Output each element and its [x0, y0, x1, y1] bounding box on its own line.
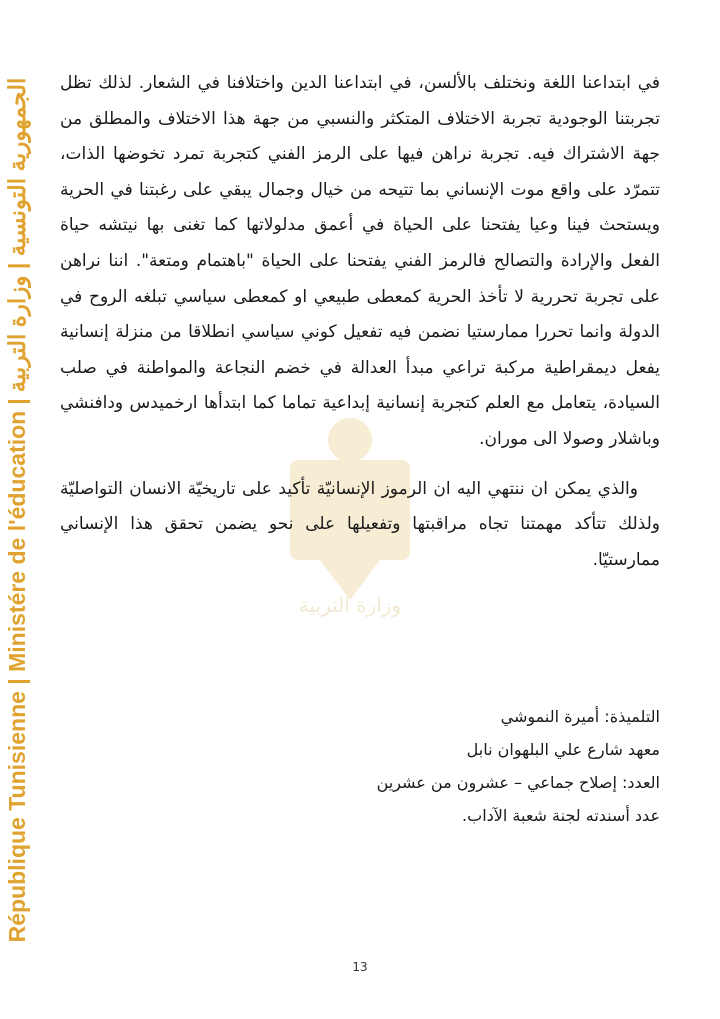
paragraph-1: في ابتداعنا اللغة ونختلف بالألسن، في ابتداعنا الدين واختلافنا في الشعار. لذلك تظل تجربتنا الوجودية تجربة الاختلاف المتكثر والنسبي من جهة هذا الاختلاف والمطلق من جهة الاشتراك فيه. تجربة نراهن فيها على الرمز الفني كتجربة تمرد تخوضها الذات، تتمرّد على واقع موت الإنساني بما تتيحه من خيال وجمال يبقي على رغبتنا في الحرية ويستحث فينا وعيا يفتحنا على الحياة في أعمق مدلولاتها كما تغنى بها نيتشه حياة الفعل والإرادة والتصالح فالرمز الفني يفتحنا على الحياة "باهتمام ومتعة". اننا نراهن على تجربة تحررية لا تأخذ الحرية كمعطى طبيعي او كمعطى سياسي تبلغه الروح في الدولة وانما تحررا ممارستيا نضمن فيه تفعيل كوني سياسي انطلاقا من منزلة إنسانية يفعل ديمقراطية مركبة تراعي مبدأ العدالة في خضم النجاعة والمواطنة في صلب السيادة، يتعامل مع العلم كتجربة إنسانية إبداعية تماما كما ابتدأها ارخميدس ودافنشي وباشلار وصولا الى موران.: [60, 73, 660, 449]
side-banner-separator: |: [3, 398, 30, 405]
side-banner-arabic: الجمهورية التونسية | وزارة التربية: [3, 77, 30, 393]
grade-line: العدد: إصلاح جماعي – عشرون من عشرين: [376, 773, 660, 792]
committee-note: عدد أسندته لجنة شعبة الآداب.: [462, 806, 660, 825]
article-body: [60, 66, 660, 578]
school-name: معهد شارع علي البلهوان نابل: [466, 740, 660, 759]
page-number: 13: [352, 960, 368, 974]
signature-block: [60, 700, 660, 832]
side-banner-french: République Tunisienne | Ministére de l'éducation: [3, 410, 30, 943]
watermark-text: وزارة التربية: [298, 593, 402, 617]
side-banner: [0, 35, 37, 985]
student-name: التلميذة: أميرة النموشي: [500, 707, 660, 726]
paragraph-2: والذي يمكن ان ننتهي اليه ان الرموز الإنسانيّة تأكيد على تاريخيّة الانسان التواصليّة ولذلك تتأكد مهمتنا تجاه مراقبتها وتفعيلها على نحو يضمن تحقق هذا الإنساني ممارستيّا.: [60, 478, 660, 570]
